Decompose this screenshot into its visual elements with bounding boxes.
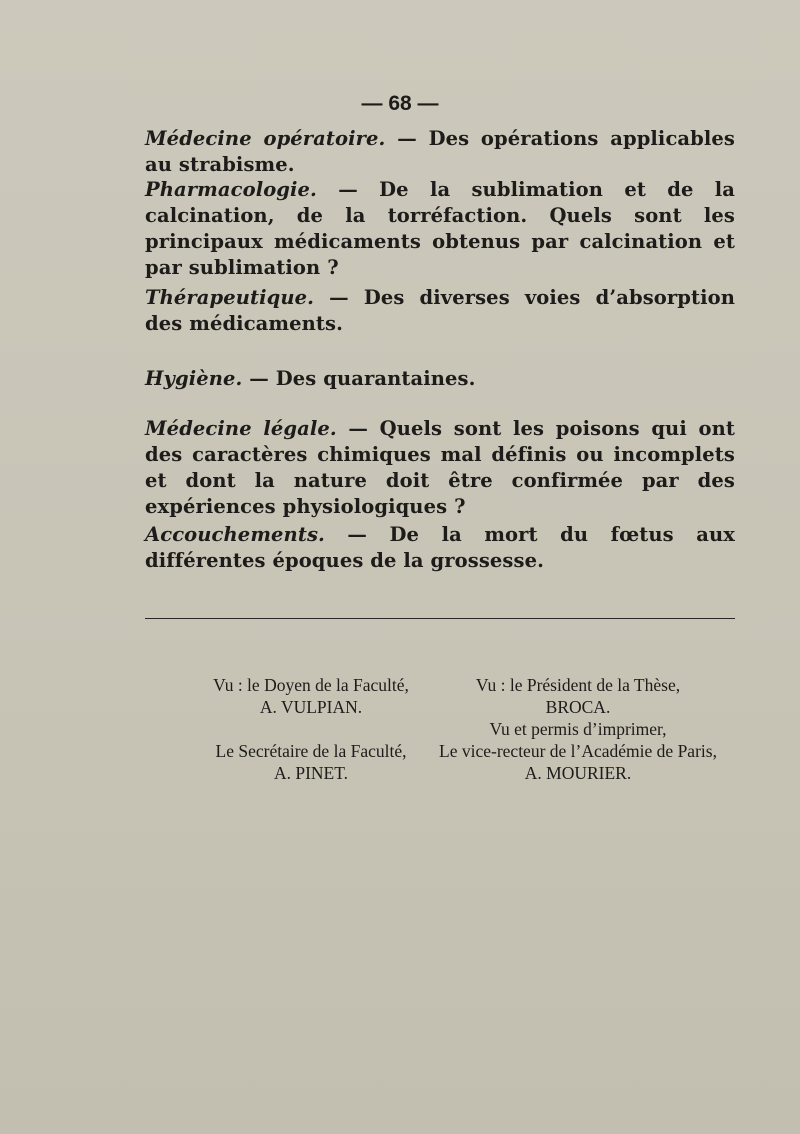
signature-block-left bbox=[196, 674, 426, 784]
entry-accouchements bbox=[145, 522, 735, 574]
entry-text: De la sublimation et de la calcination, de la torréfaction. Quels sont les principaux médicaments obtenus par calcination et par sublimation ? bbox=[145, 178, 736, 279]
entry-separator: — bbox=[314, 286, 364, 309]
entry-subject: Médecine opératoire. bbox=[145, 127, 386, 150]
entry-text: Quels sont les poisons qui ont des caractères chimiques mal définis ou incomplets et dont la nature doit être confirmée par des expériences physiologiques ? bbox=[145, 417, 735, 518]
secretary-name: A. PINET. bbox=[273, 763, 349, 783]
entry-text: Des opérations applicables au strabisme. bbox=[145, 127, 735, 176]
entry-medecine-legale bbox=[145, 416, 735, 520]
president-name: BROCA. bbox=[545, 697, 611, 717]
signature-block-right bbox=[428, 674, 728, 784]
entry-text: Des quarantaines. bbox=[275, 367, 476, 390]
president-approval-label: Vu : le Président de la Thèse, bbox=[475, 675, 681, 695]
entry-subject: Hygiène. bbox=[145, 367, 243, 390]
entry-subject: Thérapeutique. bbox=[145, 286, 315, 309]
secretary-label: Le Secrétaire de la Faculté, bbox=[215, 741, 407, 761]
entry-hygiene bbox=[145, 366, 735, 392]
entry-therapeutique bbox=[145, 285, 735, 337]
entry-subject: Médecine légale. bbox=[145, 417, 337, 440]
entry-pharmacologie bbox=[145, 177, 735, 281]
entry-subject: Accouchements. bbox=[145, 523, 325, 546]
entry-separator: — bbox=[336, 417, 380, 440]
dean-name: A. VULPIAN. bbox=[259, 697, 363, 717]
entry-medecine-operatoire bbox=[145, 126, 735, 178]
entry-subject: Pharmacologie. bbox=[145, 178, 317, 201]
entry-separator: — bbox=[316, 178, 380, 201]
vice-rector-name: A. MOURIER. bbox=[524, 763, 632, 783]
entry-separator: — bbox=[385, 127, 429, 150]
entry-text: Des diverses voies d’absorption des médicaments. bbox=[145, 286, 735, 335]
vice-rector-label: Le vice-recteur de l’Académie de Paris, bbox=[439, 741, 717, 761]
page-number: — 68 — bbox=[361, 92, 439, 115]
entry-separator: — bbox=[242, 367, 276, 390]
entry-text: De la mort du fœtus aux différentes époques de la grossesse. bbox=[145, 523, 735, 572]
horizontal-rule bbox=[145, 618, 735, 619]
print-permission-label: Vu et permis d’imprimer, bbox=[489, 719, 667, 739]
dean-approval-label: Vu : le Doyen de la Faculté, bbox=[213, 675, 409, 695]
entry-separator: — bbox=[324, 523, 390, 546]
